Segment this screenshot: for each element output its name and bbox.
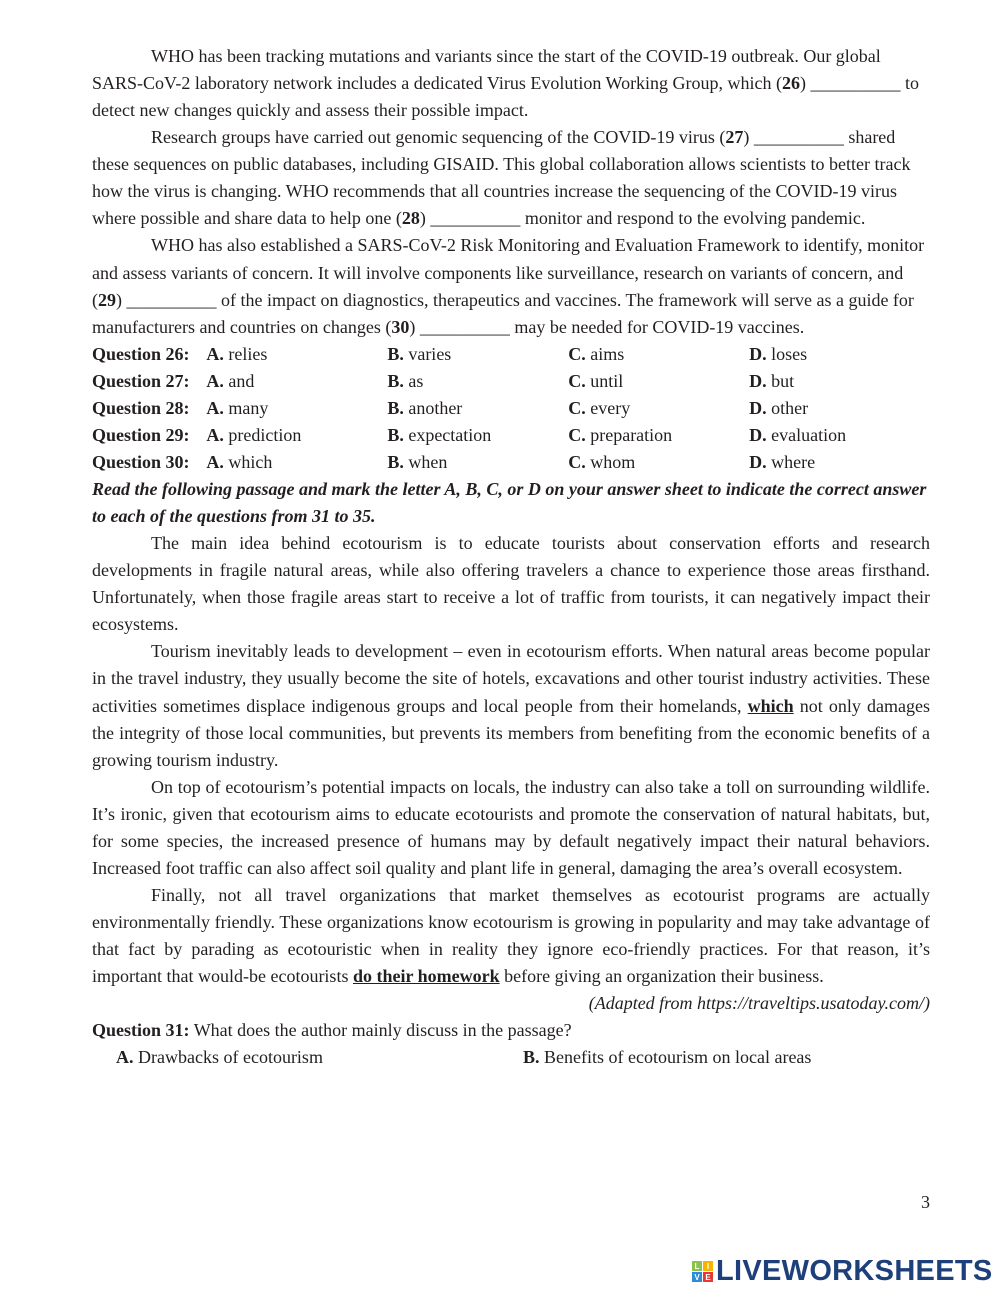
option-text: but [771, 370, 795, 391]
option-letter: A. [206, 343, 224, 364]
passage-ecotourism [92, 530, 930, 990]
paragraph [92, 530, 930, 638]
option-letter: C. [568, 424, 586, 445]
blank-number: 26 [782, 73, 801, 94]
text-run: Research groups have carried out genomic sequencing of the COVID-19 virus ( [151, 127, 726, 148]
option-text: preparation [590, 424, 673, 445]
text-run: before giving an organization their business. [499, 966, 824, 987]
underlined-phrase: which [747, 695, 794, 716]
question-label: Question 26: [92, 343, 190, 364]
option-d[interactable] [749, 368, 930, 395]
option-b[interactable] [387, 368, 568, 395]
option-d[interactable] [749, 395, 930, 422]
option-letter: C. [568, 343, 586, 364]
source-citation: (Adapted from https://traveltips.usatoday.com/) [588, 993, 930, 1014]
instruction-text: Read the following passage and mark the letter A, B, C, or D on your answer sheet to indicate the correct answer to each of the questions from 31 to 35. [92, 479, 927, 527]
option-text: until [590, 370, 624, 391]
option-letter: A. [206, 424, 224, 445]
passage-covid [92, 43, 930, 341]
text-run: WHO has been tracking mutations and variants since the start of the COVID-19 outbreak. Our global SARS-CoV-2 laboratory network includes a dedicated Virus Evolution Working Group, which ( [92, 46, 881, 94]
option-text: Benefits of ecotourism on local areas [544, 1047, 812, 1068]
option-text: and [228, 370, 255, 391]
option-letter: D. [749, 424, 767, 445]
live-tiles-icon: L I V E [692, 1261, 713, 1282]
question-31 [92, 1017, 930, 1044]
option-letter: B. [387, 397, 404, 418]
page-number: 3 [921, 1192, 930, 1212]
option-text: prediction [228, 424, 302, 445]
paragraph [92, 638, 930, 773]
option-text: relies [228, 343, 268, 364]
option-text: which [228, 451, 273, 472]
option-text: every [590, 397, 631, 418]
option-d[interactable] [749, 422, 930, 449]
option-letter: C. [568, 370, 586, 391]
option-a[interactable] [206, 368, 387, 395]
underlined-phrase: do their homework [352, 966, 500, 987]
option-letter: B. [387, 451, 404, 472]
question-row [92, 395, 930, 422]
option-a[interactable] [116, 1044, 523, 1071]
option-text: where [771, 451, 816, 472]
option-letter: B. [387, 370, 404, 391]
option-letter: D. [749, 370, 767, 391]
option-letter: A. [116, 1047, 134, 1068]
logo-text: LIVEWORKSHEETS [716, 1255, 993, 1287]
liveworksheets-logo [692, 1255, 993, 1288]
option-text: as [408, 370, 424, 391]
option-text: evaluation [771, 424, 847, 445]
question-row [92, 449, 930, 476]
text-run: On top of ecotourism’s potential impacts on locals, the industry can also take a toll on surrounding wildlife. It’s ironic, given that ecotourism aims to educate ecotourists and promote the conservation of natural habitats, but, for some species, the increased presence of humans may by default negatively impact their natural behaviors. Increased foot traffic can also affect soil quality and plant life in general, damaging the area’s overall ecosystem. [92, 776, 930, 878]
option-letter: B. [387, 343, 404, 364]
option-c[interactable] [568, 422, 749, 449]
option-letter: B. [387, 424, 404, 445]
text-run: ) __________ to detect new changes quickly and assess their possible impact. [92, 73, 920, 121]
question-31-options [92, 1044, 930, 1071]
paragraph [92, 124, 930, 232]
question-label: Question 29: [92, 424, 190, 445]
text-run: ) __________ monitor and respond to the evolving pandemic. [419, 208, 866, 229]
option-b[interactable] [387, 422, 568, 449]
option-c[interactable] [568, 395, 749, 422]
question-label: Question 27: [92, 370, 190, 391]
option-text: expectation [408, 424, 492, 445]
text-run: ) __________ shared these sequences on public databases, including GISAID. This global collaboration allows scientists to better track how the virus is changing. WHO recommends that all countries increase the sequencing of the COVID-19 virus where possible and share data to help one ( [92, 127, 911, 229]
question-label: Question 30: [92, 451, 190, 472]
option-a[interactable] [206, 422, 387, 449]
option-b[interactable] [387, 449, 568, 476]
question-label: Question 28: [92, 397, 190, 418]
paragraph [92, 43, 930, 124]
option-letter: D. [749, 343, 767, 364]
text-run: not only damages the integrity of those local communities, but prevents its members from benefiting from the economic benefits of a growing tourism industry. [92, 695, 930, 770]
question-text: What does the author mainly discuss in the passage? [189, 1020, 572, 1041]
question-row [92, 341, 930, 368]
option-text: loses [771, 343, 808, 364]
option-text: when [408, 451, 448, 472]
option-letter: D. [749, 451, 767, 472]
paragraph [92, 774, 930, 882]
option-text: whom [590, 451, 636, 472]
option-d[interactable] [749, 449, 930, 476]
blank-number: 27 [725, 127, 744, 148]
paragraph [92, 882, 930, 990]
option-c[interactable] [568, 341, 749, 368]
option-c[interactable] [568, 368, 749, 395]
option-text: aims [590, 343, 625, 364]
question-row [92, 422, 930, 449]
option-text: Drawbacks of ecotourism [138, 1047, 323, 1068]
blank-number: 28 [401, 208, 420, 229]
question-row [92, 368, 930, 395]
option-b[interactable] [387, 395, 568, 422]
option-letter: C. [568, 451, 586, 472]
option-letter: D. [749, 397, 767, 418]
text-run: Tourism inevitably leads to development – even in ecotourism efforts. When natural areas become popular in the travel industry, they usually become the site of hotels, excavations and other tourist industry activities. These activities sometimes displace indigenous groups and local people from their homelands, [92, 641, 930, 716]
questions-26-30 [92, 341, 930, 476]
option-b[interactable] [387, 341, 568, 368]
option-text: many [228, 397, 269, 418]
option-letter: B. [523, 1047, 540, 1068]
option-text: other [771, 397, 809, 418]
option-text: varies [408, 343, 452, 364]
text-run: ) __________ may be needed for COVID-19 vaccines. [409, 316, 805, 337]
option-letter: A. [206, 451, 224, 472]
option-d[interactable] [749, 341, 930, 368]
option-b[interactable] [523, 1044, 930, 1071]
option-c[interactable] [568, 449, 749, 476]
text-run: ) __________ of the impact on diagnostics, therapeutics and vaccines. The framework will serve as a guide for manufacturers and countries on changes ( [92, 289, 914, 337]
blank-number: 29 [98, 289, 116, 310]
text-run: The main idea behind ecotourism is to educate tourists about conservation efforts and research developments in fragile natural areas, while also offering travelers a chance to experience those areas firsthand. Unfortunately, when those fragile areas start to receive a lot of traffic from tourists, it can negatively impact their ecosystems. [92, 533, 930, 635]
option-a[interactable] [206, 449, 387, 476]
question-label: Question 31: [92, 1020, 190, 1041]
paragraph [92, 232, 930, 340]
option-letter: A. [206, 370, 224, 391]
text-run: Finally, not all travel organizations that market themselves as ecotourist programs are actually environmentally friendly. These organizations know ecotourism is growing in popularity and may take advantage of that fact by parading as ecotouristic when in reality they ignore eco-friendly practices. For that reason, it’s important that would-be ecotourists [92, 884, 930, 987]
option-a[interactable] [206, 341, 387, 368]
option-text: another [408, 397, 463, 418]
blank-number: 30 [391, 316, 410, 337]
option-letter: A. [206, 397, 224, 418]
worksheet-page [92, 43, 930, 1071]
option-a[interactable] [206, 395, 387, 422]
option-letter: C. [568, 397, 586, 418]
text-run: WHO has also established a SARS-CoV-2 Risk Monitoring and Evaluation Framework to identify, monitor and assess variants of concern. It will involve components like surveillance, research on variants of concern, and ( [92, 235, 925, 310]
